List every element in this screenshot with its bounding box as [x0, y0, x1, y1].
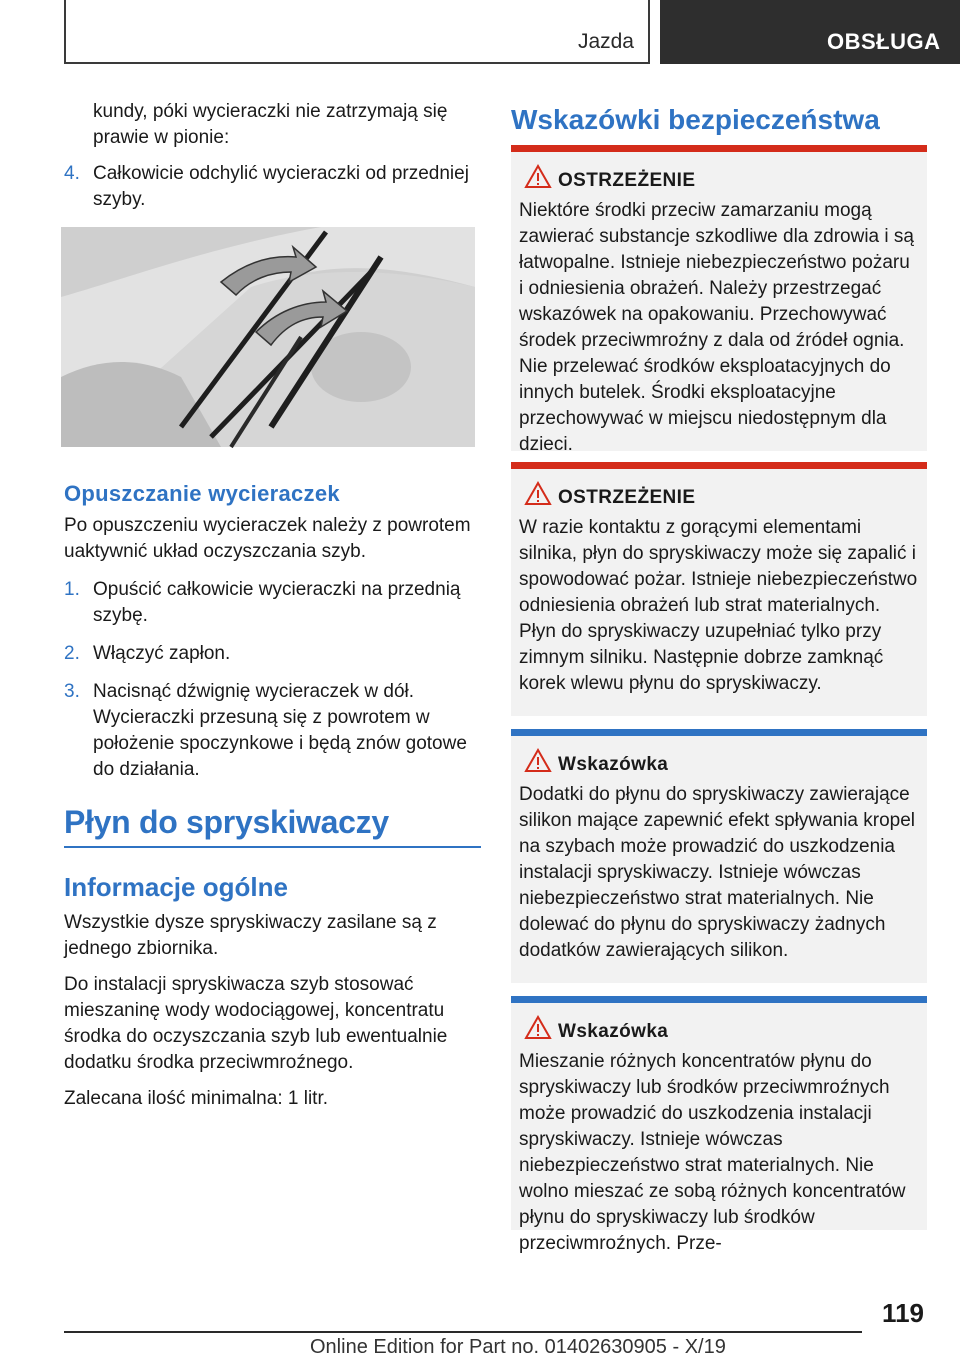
note-text: Dodatki do płynu do spryskiwaczy zawierające silikon mające zapewnić efekt spływania kropel na szybach może prowadzić do uszkodzenia instalacji spryskiwaczy. Istnieje wówczas niebezpieczeństwo strat materialnych. Nie dolewać do płynu do spryskiwaczy żadnych dodatków zawierających silikon.	[519, 784, 916, 961]
continued-text: kundy, póki wycieraczki nie zatrzymają się prawie w pionie:	[93, 101, 448, 148]
lowering-steps	[64, 577, 483, 783]
header-chapter-label: OBSŁUGA	[827, 29, 941, 54]
general-info-text	[64, 910, 483, 1112]
subheading-general-info: Informacje ogólne	[64, 872, 288, 902]
step-number: 3.	[64, 681, 80, 702]
general-info-para-2: Do instalacji spryskiwacza szyb stosować mieszaninę wody wodociągowej, koncentratu środka do oczyszczania szyb lub ewentualnie dodatku środka przeciwmroźnego.	[64, 974, 448, 1073]
step-number: 4.	[64, 163, 80, 184]
note-box-1	[511, 729, 927, 983]
warning-label: OSTRZEŻENIE	[558, 487, 696, 508]
lowering-intro-block	[64, 513, 483, 565]
footer-edition: Online Edition for Part no. 01402630905 - X/19	[310, 1336, 726, 1358]
warning-label: OSTRZEŻENIE	[558, 170, 696, 191]
step-3	[64, 679, 483, 783]
section-title-washer-fluid: Płyn do spryskiwaczy	[64, 804, 389, 840]
note-box-2	[511, 996, 927, 1254]
note-label: Wskazówka	[558, 1021, 669, 1042]
footer-rule	[64, 1331, 862, 1333]
header-right-rule	[648, 0, 650, 64]
step-number: 2.	[64, 643, 80, 664]
lowering-intro: Po opuszczeniu wycieraczek należy z powrotem uaktywnić układ oczyszczania szyb.	[64, 515, 471, 562]
continued-text-block	[93, 99, 483, 151]
header-chapter-tab[interactable]	[660, 0, 960, 64]
page-number: 119	[882, 1298, 924, 1328]
step-text: Włączyć zapłon.	[93, 643, 231, 664]
step-4	[64, 161, 483, 213]
step-text: Nacisnąć dźwignię wycieraczek w dół. Wycieraczki przesuną się z powrotem w położenie spoczynkowe i będą znów gotowe do działania.	[93, 681, 467, 780]
step-text: Opuścić całkowicie wycieraczki na przednią szybę.	[93, 579, 461, 626]
warning-text: Niektóre środki przeciw zamarzaniu mogą zawierać substancje szkodliwe dla zdrowia i są łatwopalne. Istnieje niebezpieczeństwo pożaru i odniesienia obrażeń. Należy przestrzegać wskazówek na opakowaniu. Przechowywać środek przeciwmroźny z dala od źródeł ognia. Nie przelewać środków eksploatacyjnych do innych butelek. Środki eksploatacyjne przechowywać w miejscu niedostępnym dla dzieci.	[519, 200, 914, 455]
wiper-illustration	[61, 227, 475, 447]
subheading-lowering-wipers: Opuszczanie wycieraczek	[64, 481, 340, 506]
general-info-para-3: Zalecana ilość minimalna: 1 litr.	[64, 1088, 328, 1109]
warning-box-2	[511, 462, 927, 716]
header-section-label: Jazda	[577, 30, 634, 53]
general-info-para-1: Wszystkie dysze spryskiwaczy zasilane są z jednego zbiornika.	[64, 912, 437, 959]
header-bottom-rule	[64, 62, 650, 64]
warning-triangle-icon	[525, 1016, 551, 1039]
note-text: Mieszanie różnych koncentratów płynu do spryskiwaczy lub środków przeciwmroźnych może prowadzić do uszkodzenia instalacji spryskiwaczy. Istnieje wówczas niebezpieczeństwo strat materialnych. Nie wolno mieszać ze sobą różnych koncentratów płynu do spryskiwaczy lub środków przeciwmroźnych. Prze-	[519, 1051, 906, 1254]
warning-triangle-icon	[525, 749, 551, 772]
header-left-rule	[64, 0, 66, 64]
step-text: Całkowicie odchylić wycieraczki od przedniej szyby.	[93, 163, 469, 210]
section-title-rule	[64, 846, 481, 848]
safety-tips-title: Wskazówki bezpieczeństwa	[511, 104, 880, 135]
step-1	[64, 577, 483, 629]
warning-triangle-icon	[525, 482, 551, 505]
warning-triangle-icon	[525, 165, 551, 188]
warning-box-1	[511, 145, 927, 455]
note-label: Wskazówka	[558, 754, 669, 775]
step-2	[64, 641, 483, 667]
step-number: 1.	[64, 579, 80, 600]
warning-text: W razie kontaktu z gorącymi elementami silnika, płyn do spryskiwaczy może się zapalić i spowodować pożar. Istnieje niebezpieczeństwo odniesienia obrażeń lub strat materialnych. Płyn do spryskiwaczy uzupełniać tylko przy zimnym silniku. Następnie dobrze zamknąć korek wlewu płynu do spryskiwaczy.	[519, 517, 918, 694]
